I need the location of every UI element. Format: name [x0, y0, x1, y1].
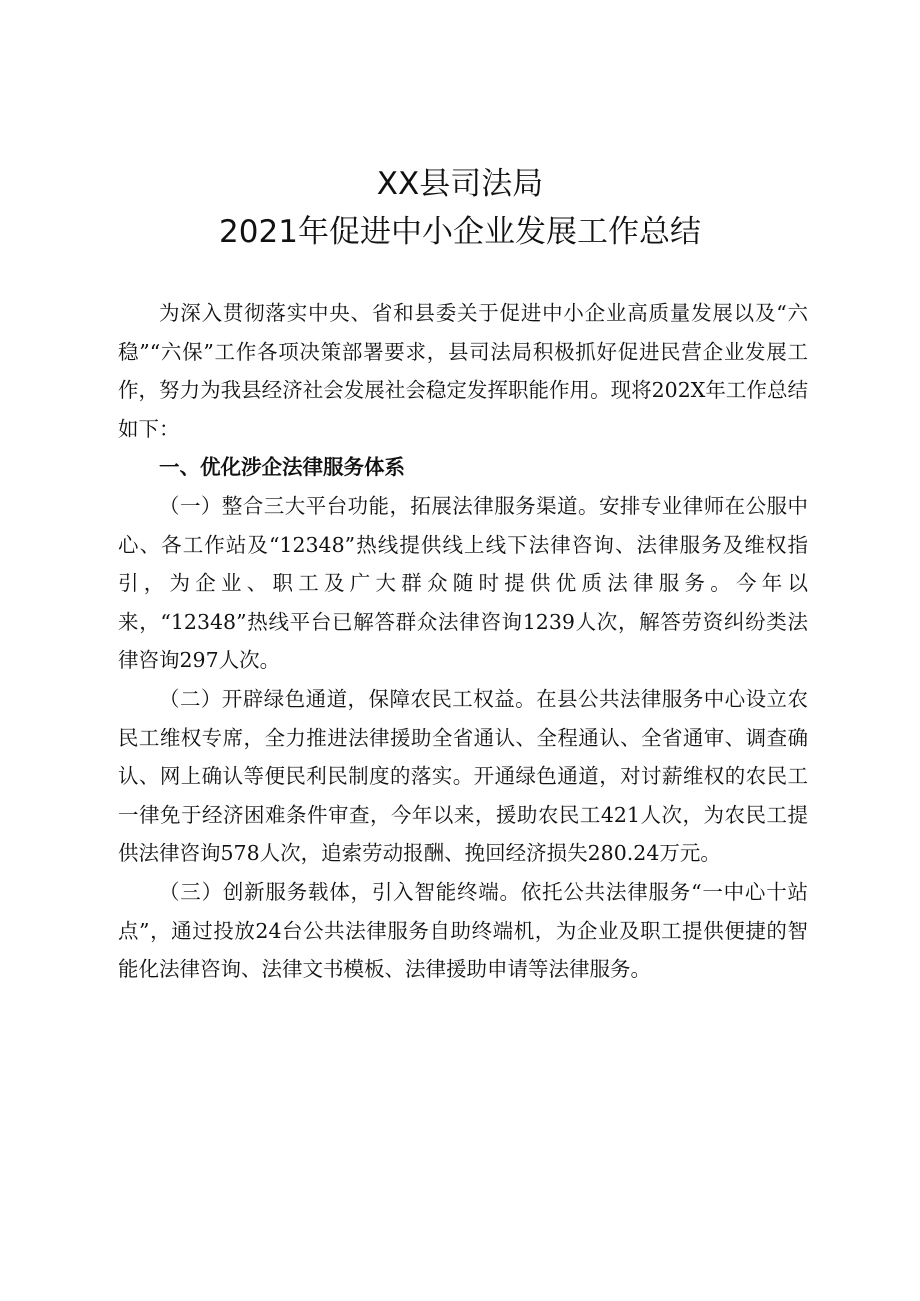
- item-paragraph-1: （一）整合三大平台功能，拓展法律服务渠道。安排专业律师在公服中心、各工作站及“12348”热线提供线上线下法律咨询、法律服务及维权指引，为企业、职工及广大群众随时提供优质法律服务。今年以来，“12348”热线平台已解答群众法律咨询1239人次，解答劳资纠纷类法律咨询297人次。: [118, 493, 808, 673]
- item-paragraph-2: （二）开辟绿色通道，保障农民工权益。在县公共法律服务中心设立农民工维权专席，全力推进法律援助全省通认、全程通认、全省通审、调查确认、网上确认等便民利民制度的落实。开通绿色通道，对讨薪维权的农民工一律免于经济困难条件审查，今年以来，援助农民工421人次，为农民工提供法律咨询578人次，追索劳动报酬、挽回经济损失280.24万元。: [118, 686, 808, 866]
- intro-paragraph: 为深入贯彻落实中央、省和县委关于促进中小企业高质量发展以及“六稳”“六保”工作各项决策部署要求，县司法局积极抓好促进民营企业发展工作，努力为我县经济社会发展社会稳定发挥职能作用。现将202X年工作总结如下：: [118, 301, 808, 441]
- title-line-2: 2021年促进中小企业发展工作总结: [219, 214, 701, 250]
- document-title: [0, 160, 920, 256]
- document-body: [118, 294, 808, 989]
- item-paragraph-3: （三）创新服务载体，引入智能终端。依托公共法律服务“一中心十站点”，通过投放24台公共法律服务自助终端机，为企业及职工提供便捷的智能化法律咨询、法律文书模板、法律援助申请等法律服务。: [118, 879, 808, 982]
- title-line-1: XX县司法局: [376, 166, 544, 202]
- section-heading-1: 一、优化涉企法律服务体系: [159, 455, 405, 480]
